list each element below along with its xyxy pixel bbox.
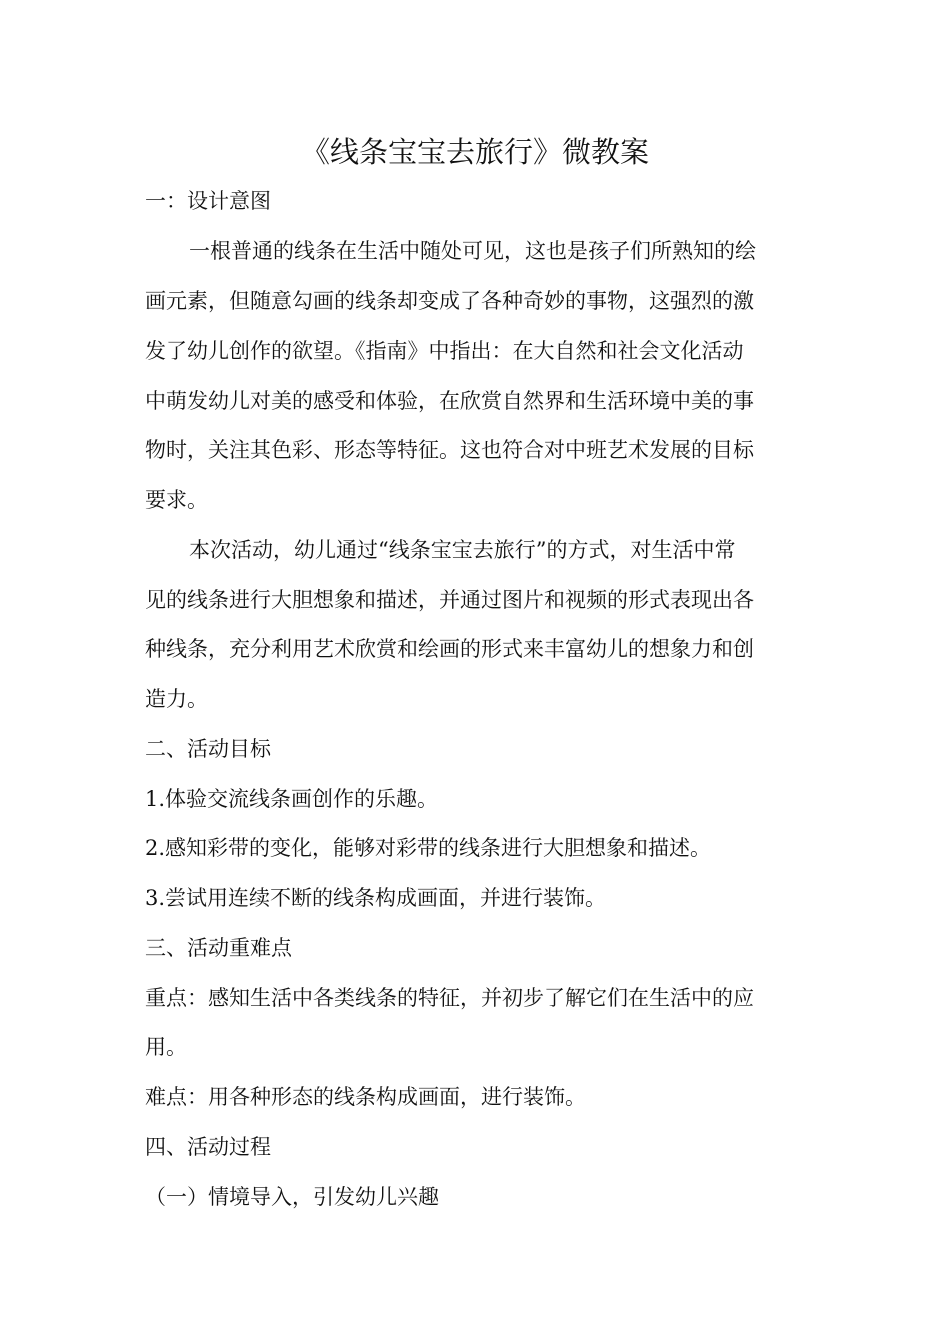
document-title: 《线条宝宝去旅行》微教案 [300, 135, 649, 169]
section-heading-process: 四、活动过程 [145, 1135, 271, 1159]
difficulty-line: 难点：用各种形态的线条构成画面，进行装饰。 [145, 1085, 586, 1109]
key-point-line: 用。 [145, 1035, 187, 1059]
paragraph-line: 种线条，充分利用艺术欣赏和绘画的形式来丰富幼儿的想象力和创 [145, 637, 754, 661]
section-heading-key-points: 三、活动重难点 [145, 936, 292, 960]
step-heading: （一）情境导入，引发幼儿兴趣 [145, 1185, 439, 1209]
goal-item: 1.体验交流线条画创作的乐趣。 [145, 787, 439, 811]
goal-item: 3.尝试用连续不断的线条构成画面，并进行装饰。 [145, 886, 607, 910]
key-point-line: 重点：感知生活中各类线条的特征，并初步了解它们在生活中的应 [145, 986, 754, 1010]
paragraph-line: 中萌发幼儿对美的感受和体验，在欣赏自然界和生活环境中美的事 [145, 389, 754, 413]
paragraph-line: 一根普通的线条在生活中随处可见，这也是孩子们所熟知的绘 [189, 239, 756, 263]
paragraph-line: 要求。 [145, 488, 208, 512]
section-heading-design-intent: 一：设计意图 [145, 189, 271, 213]
paragraph-line: 见的线条进行大胆想象和描述，并通过图片和视频的形式表现出各 [145, 588, 754, 612]
paragraph-line: 发了幼儿创作的欲望。《指南》中指出：在大自然和社会文化活动 [145, 339, 744, 363]
section-heading-goals: 二、活动目标 [145, 737, 271, 761]
paragraph-line: 本次活动，幼儿通过“线条宝宝去旅行”的方式，对生活中常 [189, 538, 736, 562]
paragraph-line: 画元素，但随意勾画的线条却变成了各种奇妙的事物，这强烈的激 [145, 289, 754, 313]
goal-item: 2.感知彩带的变化，能够对彩带的线条进行大胆想象和描述。 [145, 836, 712, 860]
paragraph-line: 造力。 [145, 687, 208, 711]
paragraph-line: 物时，关注其色彩、形态等特征。这也符合对中班艺术发展的目标 [145, 438, 754, 462]
